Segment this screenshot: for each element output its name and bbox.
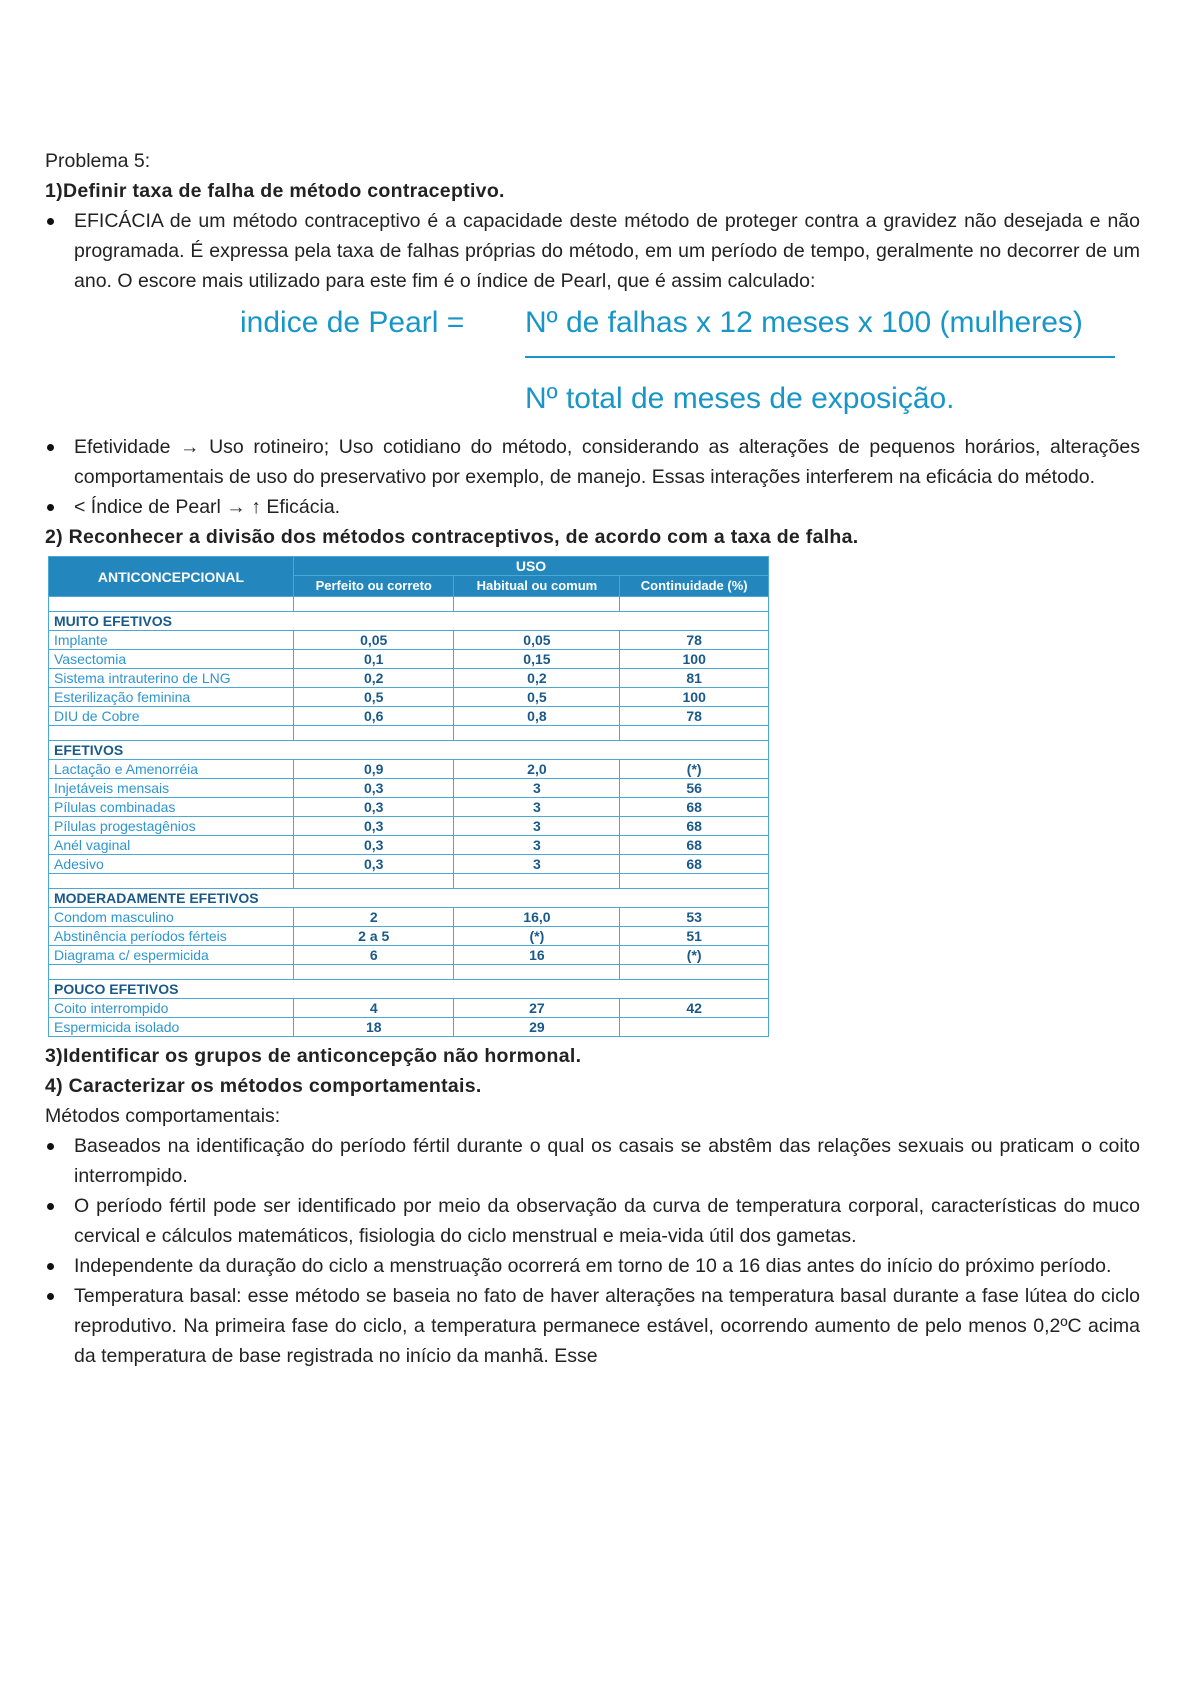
perfeito-cell: 0,1 [294,650,454,669]
group-name: MODERADAMENTE EFETIVOS [49,889,769,908]
behavioral-methods-title: Métodos comportamentais: [45,1105,281,1127]
continuidade-cell [620,1018,769,1037]
problem-title: Problema 5: [45,150,151,172]
continuidade-cell: (*) [620,946,769,965]
habitual-cell: 27 [454,999,620,1018]
header-uso: USO [294,557,769,576]
perfeito-cell: 0,2 [294,669,454,688]
table-row [49,707,769,726]
spacer-row [49,597,769,612]
header-anticoncepcional: ANTICONCEPCIONAL [49,557,294,597]
header-continuidade: Continuidade (%) [620,576,769,597]
perfeito-cell: 2 [294,908,454,927]
method-cell: Coito interrompido [49,999,294,1018]
group-header-row [49,741,769,760]
perfeito-cell: 0,3 [294,855,454,874]
formula-numerator: Nº de falhas x 12 meses x 100 (mulheres) [525,306,1083,339]
group-name: MUITO EFETIVOS [49,612,769,631]
continuidade-cell: 68 [620,855,769,874]
group-name: EFETIVOS [49,741,769,760]
spacer-row [49,965,769,980]
perfeito-cell: 0,6 [294,707,454,726]
perfeito-cell: 0,05 [294,631,454,650]
method-cell: Diagrama c/ espermicida [49,946,294,965]
method-cell: Implante [49,631,294,650]
perfeito-cell: 2 a 5 [294,927,454,946]
habitual-cell: 3 [454,798,620,817]
habitual-cell: 0,5 [454,688,620,707]
habitual-cell: 2,0 [454,760,620,779]
habitual-cell: 0,15 [454,650,620,669]
method-cell: Lactação e Amenorréia [49,760,294,779]
table-row [49,779,769,798]
table-row [49,836,769,855]
method-cell: Sistema intrauterino de LNG [49,669,294,688]
question-4: 4) Caracterizar os métodos comportamentais. [45,1075,482,1097]
continuidade-cell: 42 [620,999,769,1018]
method-cell: Condom masculino [49,908,294,927]
bullet-periodo-fertil-abstencao: Baseados na identificação do período fértil durante o qual os casais se abstêm das relações sexuais ou praticam o coito interrompido. [45,1131,1140,1191]
habitual-cell: 29 [454,1018,620,1037]
bullet-list-2 [45,432,1140,522]
bullet-list-3 [45,1131,1140,1371]
perfeito-cell: 0,3 [294,836,454,855]
contraceptive-table [48,556,769,1037]
continuidade-cell: 51 [620,927,769,946]
table-row [49,669,769,688]
perfeito-cell: 18 [294,1018,454,1037]
habitual-cell: 3 [454,817,620,836]
spacer-row [49,726,769,741]
table-row [49,798,769,817]
spacer-row [49,874,769,889]
pearl-index-formula [45,296,1140,432]
method-cell: Injetáveis mensais [49,779,294,798]
perfeito-cell: 4 [294,999,454,1018]
table-row [49,946,769,965]
bullet-menstruacao: Independente da duração do ciclo a menstruação ocorrerá em torno de 10 a 16 dias antes do início do próximo período. [45,1251,1140,1281]
perfeito-cell: 6 [294,946,454,965]
table-row [49,760,769,779]
question-3: 3)Identificar os grupos de anticoncepção não hormonal. [45,1045,582,1067]
table-row [49,688,769,707]
continuidade-cell: 78 [620,707,769,726]
method-cell: Pílulas combinadas [49,798,294,817]
habitual-cell: 0,2 [454,669,620,688]
continuidade-cell: 68 [620,836,769,855]
group-header-row [49,980,769,999]
continuidade-cell: 68 [620,798,769,817]
bullet-identificacao-periodo: O período fértil pode ser identificado por meio da observação da curva de temperatura corporal, características do muco cervical e cálculos matemáticos, fisiologia do ciclo menstrual e meia-vida útil dos gametas. [45,1191,1140,1251]
method-cell: Abstinência períodos férteis [49,927,294,946]
habitual-cell: 3 [454,855,620,874]
question-2: 2) Reconhecer a divisão dos métodos contraceptivos, de acordo com a taxa de falha. [45,526,859,548]
method-cell: Pílulas progestagênios [49,817,294,836]
bullet-pearl-eficacia: < Índice de Pearl → ↑ Eficácia. [45,492,1140,522]
habitual-cell: 16 [454,946,620,965]
perfeito-cell: 0,3 [294,817,454,836]
continuidade-cell: 53 [620,908,769,927]
method-cell: DIU de Cobre [49,707,294,726]
habitual-cell: 0,8 [454,707,620,726]
method-cell: Vasectomia [49,650,294,669]
bullet-efetividade: Efetividade → Uso rotineiro; Uso cotidiano do método, considerando as alterações de pequenos horários, alterações comportamentais de uso do preservativo por exemplo, de manejo. Essas interações interferem na eficácia do método. [45,432,1140,492]
header-perfeito: Perfeito ou correto [294,576,454,597]
table-row [49,817,769,836]
continuidade-cell: 100 [620,650,769,669]
table-row [49,908,769,927]
question-1: 1)Definir taxa de falha de método contraceptivo. [45,180,505,202]
method-cell: Espermicida isolado [49,1018,294,1037]
group-header-row [49,612,769,631]
table-row [49,631,769,650]
perfeito-cell: 0,3 [294,798,454,817]
habitual-cell: 16,0 [454,908,620,927]
continuidade-cell: 100 [620,688,769,707]
method-cell: Adesivo [49,855,294,874]
table-body [49,597,769,1037]
continuidade-cell: (*) [620,760,769,779]
continuidade-cell: 68 [620,817,769,836]
group-name: POUCO EFETIVOS [49,980,769,999]
continuidade-cell: 81 [620,669,769,688]
table-row [49,855,769,874]
document-page [45,146,1140,1371]
habitual-cell: 3 [454,779,620,798]
bullet-list-1 [45,206,1140,296]
continuidade-cell: 78 [620,631,769,650]
header-habitual: Habitual ou comum [454,576,620,597]
habitual-cell: (*) [454,927,620,946]
group-header-row [49,889,769,908]
fraction-bar [525,356,1115,358]
perfeito-cell: 0,5 [294,688,454,707]
table-row [49,999,769,1018]
table-row [49,650,769,669]
table-row [49,927,769,946]
formula-denominator: Nº total de meses de exposição. [525,382,955,415]
continuidade-cell: 56 [620,779,769,798]
perfeito-cell: 0,3 [294,779,454,798]
method-cell: Anél vaginal [49,836,294,855]
method-cell: Esterilização feminina [49,688,294,707]
bullet-eficacia: EFICÁCIA de um método contraceptivo é a capacidade deste método de proteger contra a gravidez não desejada e não programada. É expressa pela taxa de falhas próprias do método, em um período de tempo, geralmente no decorrer de um ano. O escore mais utilizado para este fim é o índice de Pearl, que é assim calculado: [45,206,1140,296]
habitual-cell: 0,05 [454,631,620,650]
formula-lhs: indice de Pearl = [240,306,465,339]
perfeito-cell: 0,9 [294,760,454,779]
bullet-temperatura-basal: Temperatura basal: esse método se baseia no fato de haver alterações na temperatura basal durante a fase lútea do ciclo reprodutivo. Na primeira fase do ciclo, a temperatura permanece estável, ocorrendo aumento de pelo menos 0,2ºC acima da temperatura de base registrada no início da manhã. Esse [45,1281,1140,1371]
habitual-cell: 3 [454,836,620,855]
table-row [49,1018,769,1037]
